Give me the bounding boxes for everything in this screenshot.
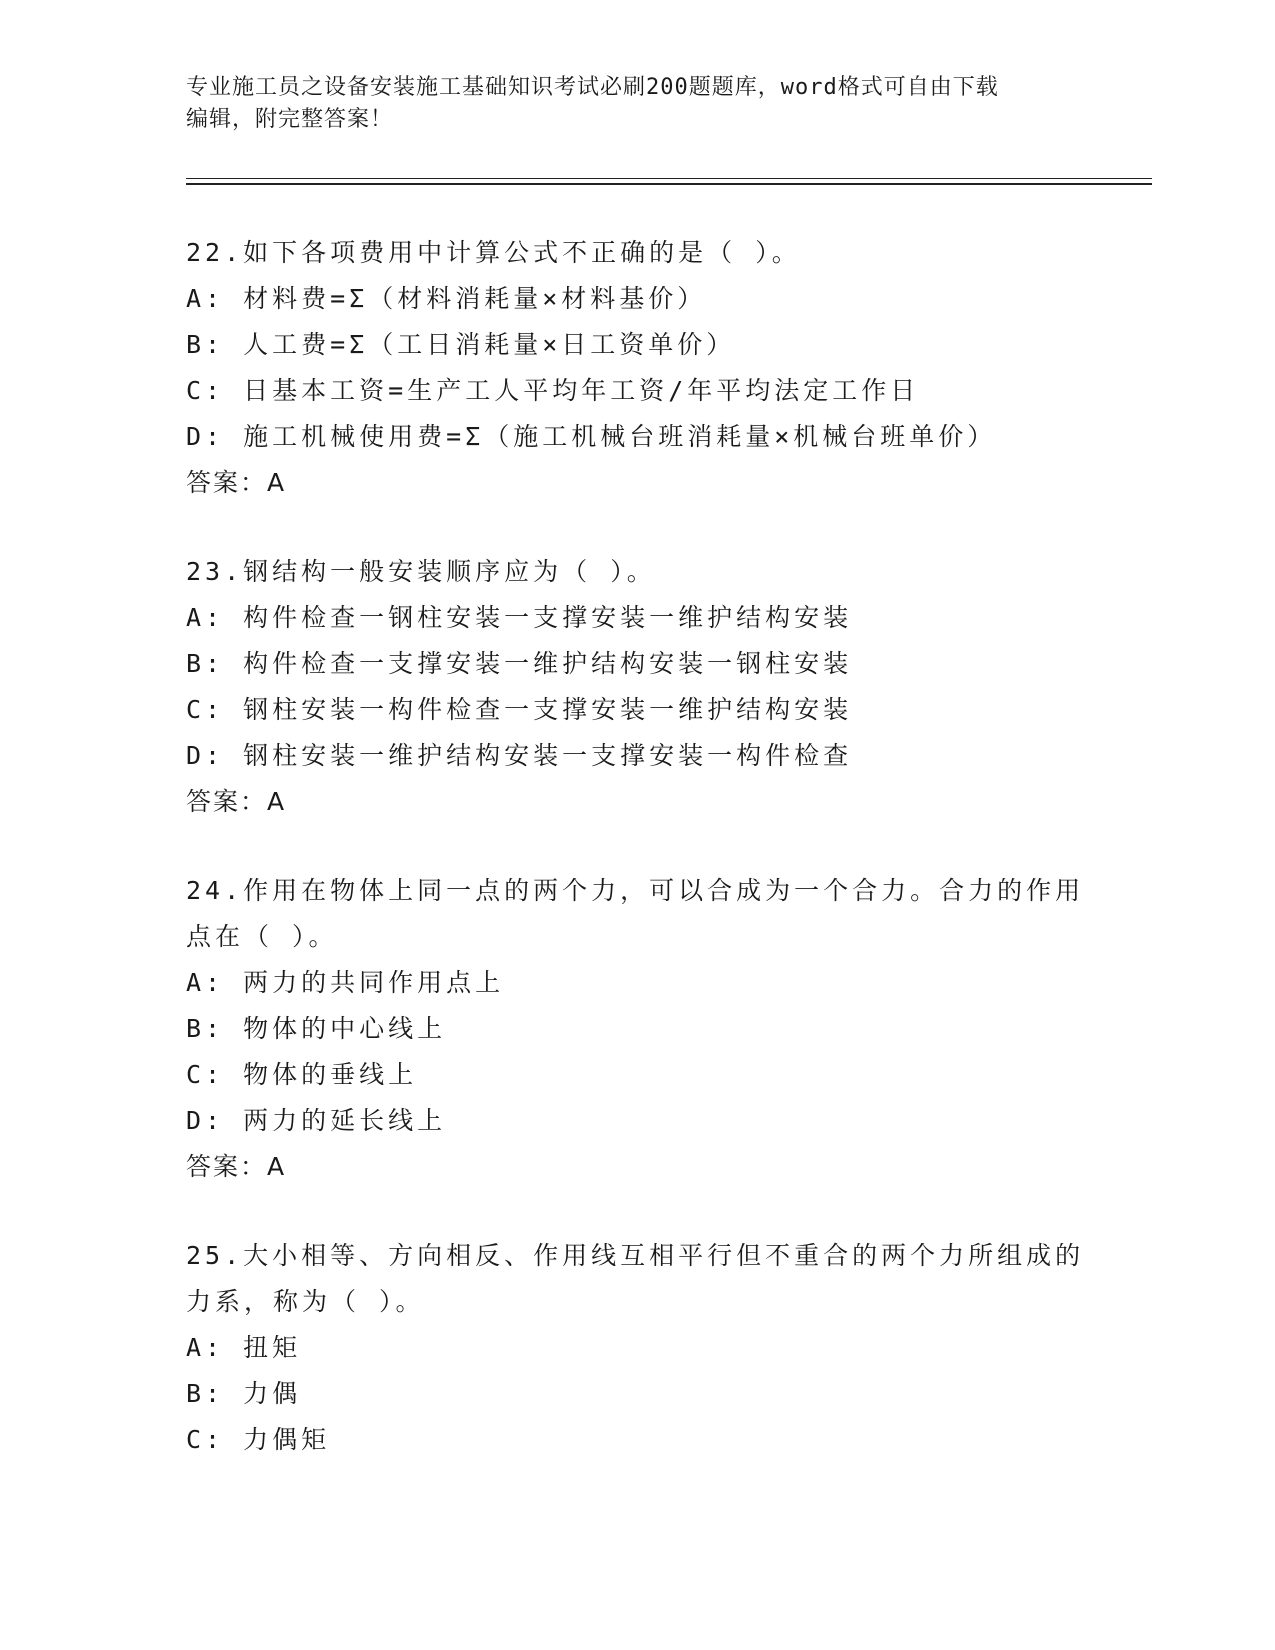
option-c: C: 日基本工资=生产工人平均年工资/年平均法定工作日 <box>186 376 920 405</box>
option-a: A: 材料费=Σ（材料消耗量×材料基价） <box>186 284 707 313</box>
option-d: D: 钢柱安装一维护结构安装一支撑安装一构件检查 <box>186 741 853 770</box>
question-25 <box>186 1233 1086 1463</box>
option-b: B: 人工费=Σ（工日消耗量×日工资单价） <box>186 330 736 359</box>
question-stem: 24.作用在物体上同一点的两个力，可以合成为一个合力。合力的作用点在（ ）。 <box>186 876 1085 951</box>
answer-line: 答案：A <box>186 787 287 816</box>
option-c: C: 物体的垂线上 <box>186 1060 418 1089</box>
question-24 <box>186 868 1086 1190</box>
option-a: A: 构件检查一钢柱安装一支撑安装一维护结构安装 <box>186 603 853 632</box>
option-c: C: 力偶矩 <box>186 1425 331 1454</box>
question-stem: 23.钢结构一般安装顺序应为（ ）。 <box>186 557 656 586</box>
option-d: D: 两力的延长线上 <box>186 1106 447 1135</box>
answer-line: 答案：A <box>186 1152 287 1181</box>
question-list <box>186 230 1086 1506</box>
question-stem: 25.大小相等、方向相反、作用线互相平行但不重合的两个力所组成的力系，称为（ ）。 <box>186 1241 1085 1316</box>
option-b: B: 物体的中心线上 <box>186 1014 447 1043</box>
header-divider-bottom <box>186 183 1152 185</box>
question-23 <box>186 549 1086 825</box>
option-d: D: 施工机械使用费=Σ（施工机械台班消耗量×机械台班单价） <box>186 422 997 451</box>
option-a: A: 扭矩 <box>186 1333 302 1362</box>
document-header <box>186 72 1066 136</box>
option-c: C: 钢柱安装一构件检查一支撑安装一维护结构安装 <box>186 695 853 724</box>
option-a: A: 两力的共同作用点上 <box>186 968 505 997</box>
option-b: B: 构件检查一支撑安装一维护结构安装一钢柱安装 <box>186 649 853 678</box>
header-divider-top <box>186 178 1152 179</box>
answer-line: 答案：A <box>186 468 287 497</box>
header-title-line2: 编辑，附完整答案！ <box>186 107 394 132</box>
option-b: B: 力偶 <box>186 1379 302 1408</box>
header-title-line1: 专业施工员之设备安装施工基础知识考试必刷200题题库，word格式可自由下载 <box>186 75 999 100</box>
question-22 <box>186 230 1086 506</box>
question-stem: 22.如下各项费用中计算公式不正确的是（ ）。 <box>186 238 801 267</box>
